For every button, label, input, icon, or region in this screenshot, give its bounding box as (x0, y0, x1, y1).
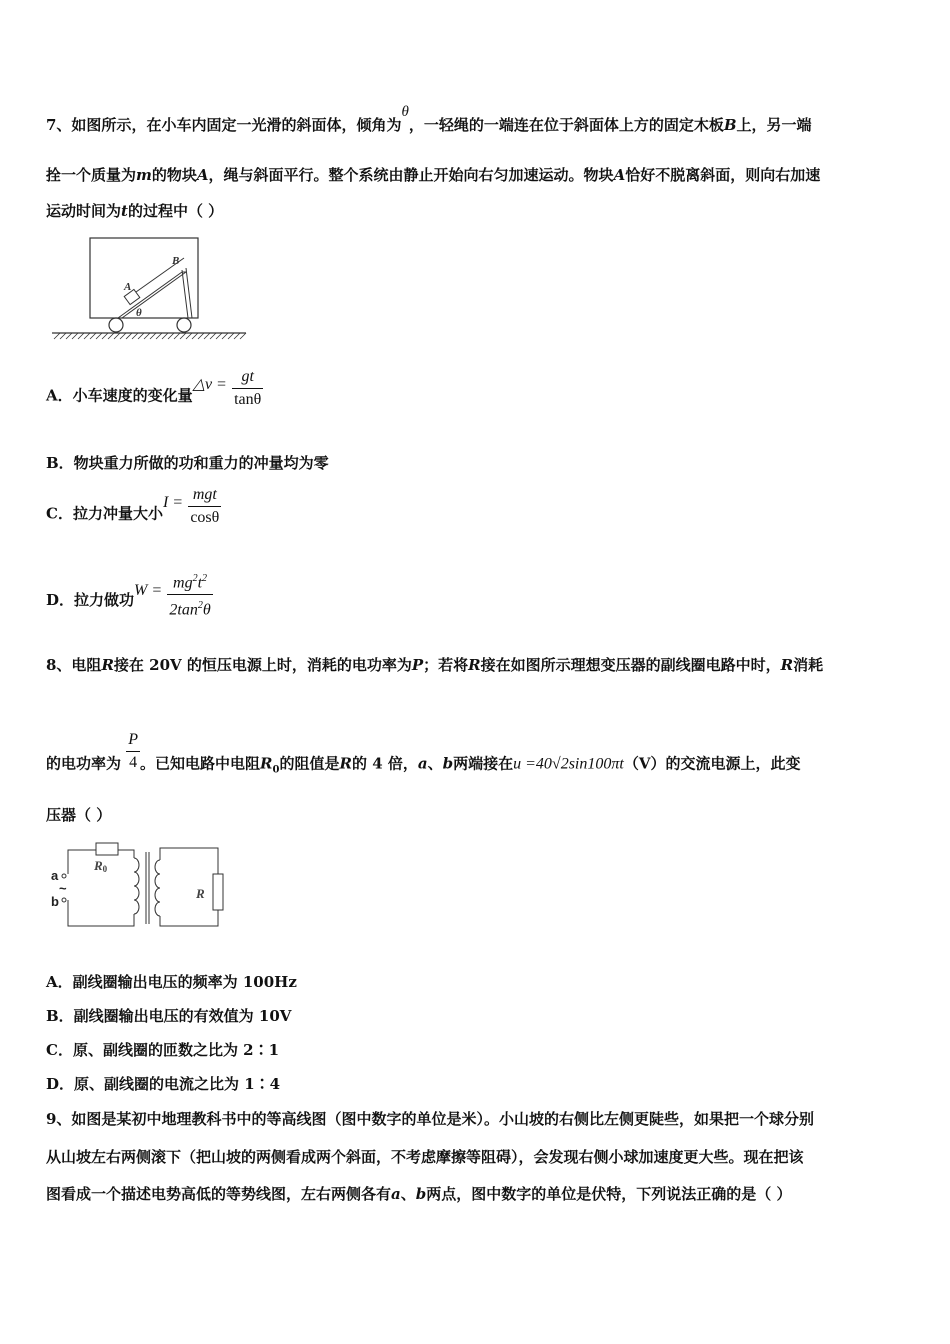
q8-transformer-figure (46, 838, 236, 934)
q7-c-fraction: $\frac{\text{mgt}}{\cos\theta}$ (190, 486, 220, 526)
fig-label-theta: θ (136, 307, 142, 319)
q8-p-fraction: $\frac{P}{4}$ (128, 731, 139, 771)
wheel-right (177, 318, 191, 332)
q8-stem-line-2: 的电功率为 $\frac{P}{4}$ 。已知电路中电阻$R_0$的阻值是R的 4 倍，a、b两端接在u =40√2sin100πt（V）的交流电源上，此变 (46, 731, 801, 776)
primary-coil (134, 858, 139, 914)
q8-stem-line-1: 8、电阻R接在 20V 的恒压电源上时，消耗的电功率为P；若将R接在如图所示理想变压器的副线圈电路中时，R消耗 (46, 656, 824, 674)
q8-option-a[interactable]: A．副线圈输出电压的频率为 100Hz (46, 973, 297, 991)
q7-stem-line-2: 拴一个质量为m的物块A，绳与斜面平行。整个系统由静止开始向右匀加速运动。物块A恰好不脱离斜面，则向右加速 (46, 166, 821, 184)
secondary-coil (155, 860, 160, 916)
q7-option-c[interactable]: C．拉力冲量大小I = $\frac{\text{mgt}}{\cos\theta}$ (46, 486, 220, 526)
terminal-a-label: a (51, 868, 59, 883)
q8-option-b[interactable]: B．副线圈输出电压的有效值为 10V (46, 1007, 292, 1025)
fig-label-b: B (172, 255, 180, 267)
resistor-r (213, 874, 223, 910)
label-r0: R0 (94, 858, 108, 874)
q9-stem-line-2: 从山坡左右两侧滚下（把山坡的两侧看成两个斜面，不考虑摩擦等阻碍），会发现右侧小球加速度更大些。现在把该 (46, 1148, 804, 1166)
wheel-left (109, 318, 123, 332)
q7-stem-line-3: 运动时间为t的过程中（ ） (46, 202, 224, 220)
q7-option-d[interactable]: D．拉力做功W = $\frac{mg^2t^2}{2\tan^2\theta}$ (46, 575, 213, 627)
q8-stem-line-3: 压器（ ） (46, 806, 112, 824)
resistor-r0 (96, 843, 118, 855)
q9-stem-line-3: 图看成一个描述电势高低的等势线图，左右两侧各有a、b两点，图中数字的单位是伏特，下列说法正确的是（ ） (46, 1185, 792, 1203)
ac-source-symbol: ~ (59, 881, 67, 896)
theta-symbol: θ (401, 104, 409, 120)
q8-option-c[interactable]: C．原、副线圈的匝数之比为 2∶1 (46, 1041, 280, 1059)
u-expression: u =40√2sin100πt (513, 755, 624, 773)
q7-d-fraction: $\frac{mg^2t^2}{2\tan^2\theta}$ (167, 569, 212, 621)
q7-option-a[interactable]: A．小车速度的变化量△v = $\frac{gt}{\tan\theta}$ (46, 368, 262, 408)
q7-cart-figure (46, 232, 256, 344)
q7-option-b[interactable]: B．物块重力所做的功和重力的冲量均为零 (46, 454, 329, 472)
fig-label-a: A (124, 281, 132, 293)
label-r: R (196, 886, 205, 901)
q9-stem-line-1: 9、如图是某初中地理教科书中的等高线图（图中数字的单位是米）。小山坡的右侧比左侧更陡些，如果把一个球分别 (46, 1110, 814, 1128)
q7-stem-line-1: 7、如图所示，在小车内固定一光滑的斜面体，倾角为θ，一轻绳的一端连在位于斜面体上方的固定木板B上，另一端 (46, 104, 812, 134)
q8-option-d[interactable]: D．原、副线圈的电流之比为 1∶4 (46, 1075, 281, 1093)
terminal-b-label: b (51, 894, 59, 909)
q7-a-fraction: $\frac{gt}{\tan\theta}$ (234, 368, 262, 408)
